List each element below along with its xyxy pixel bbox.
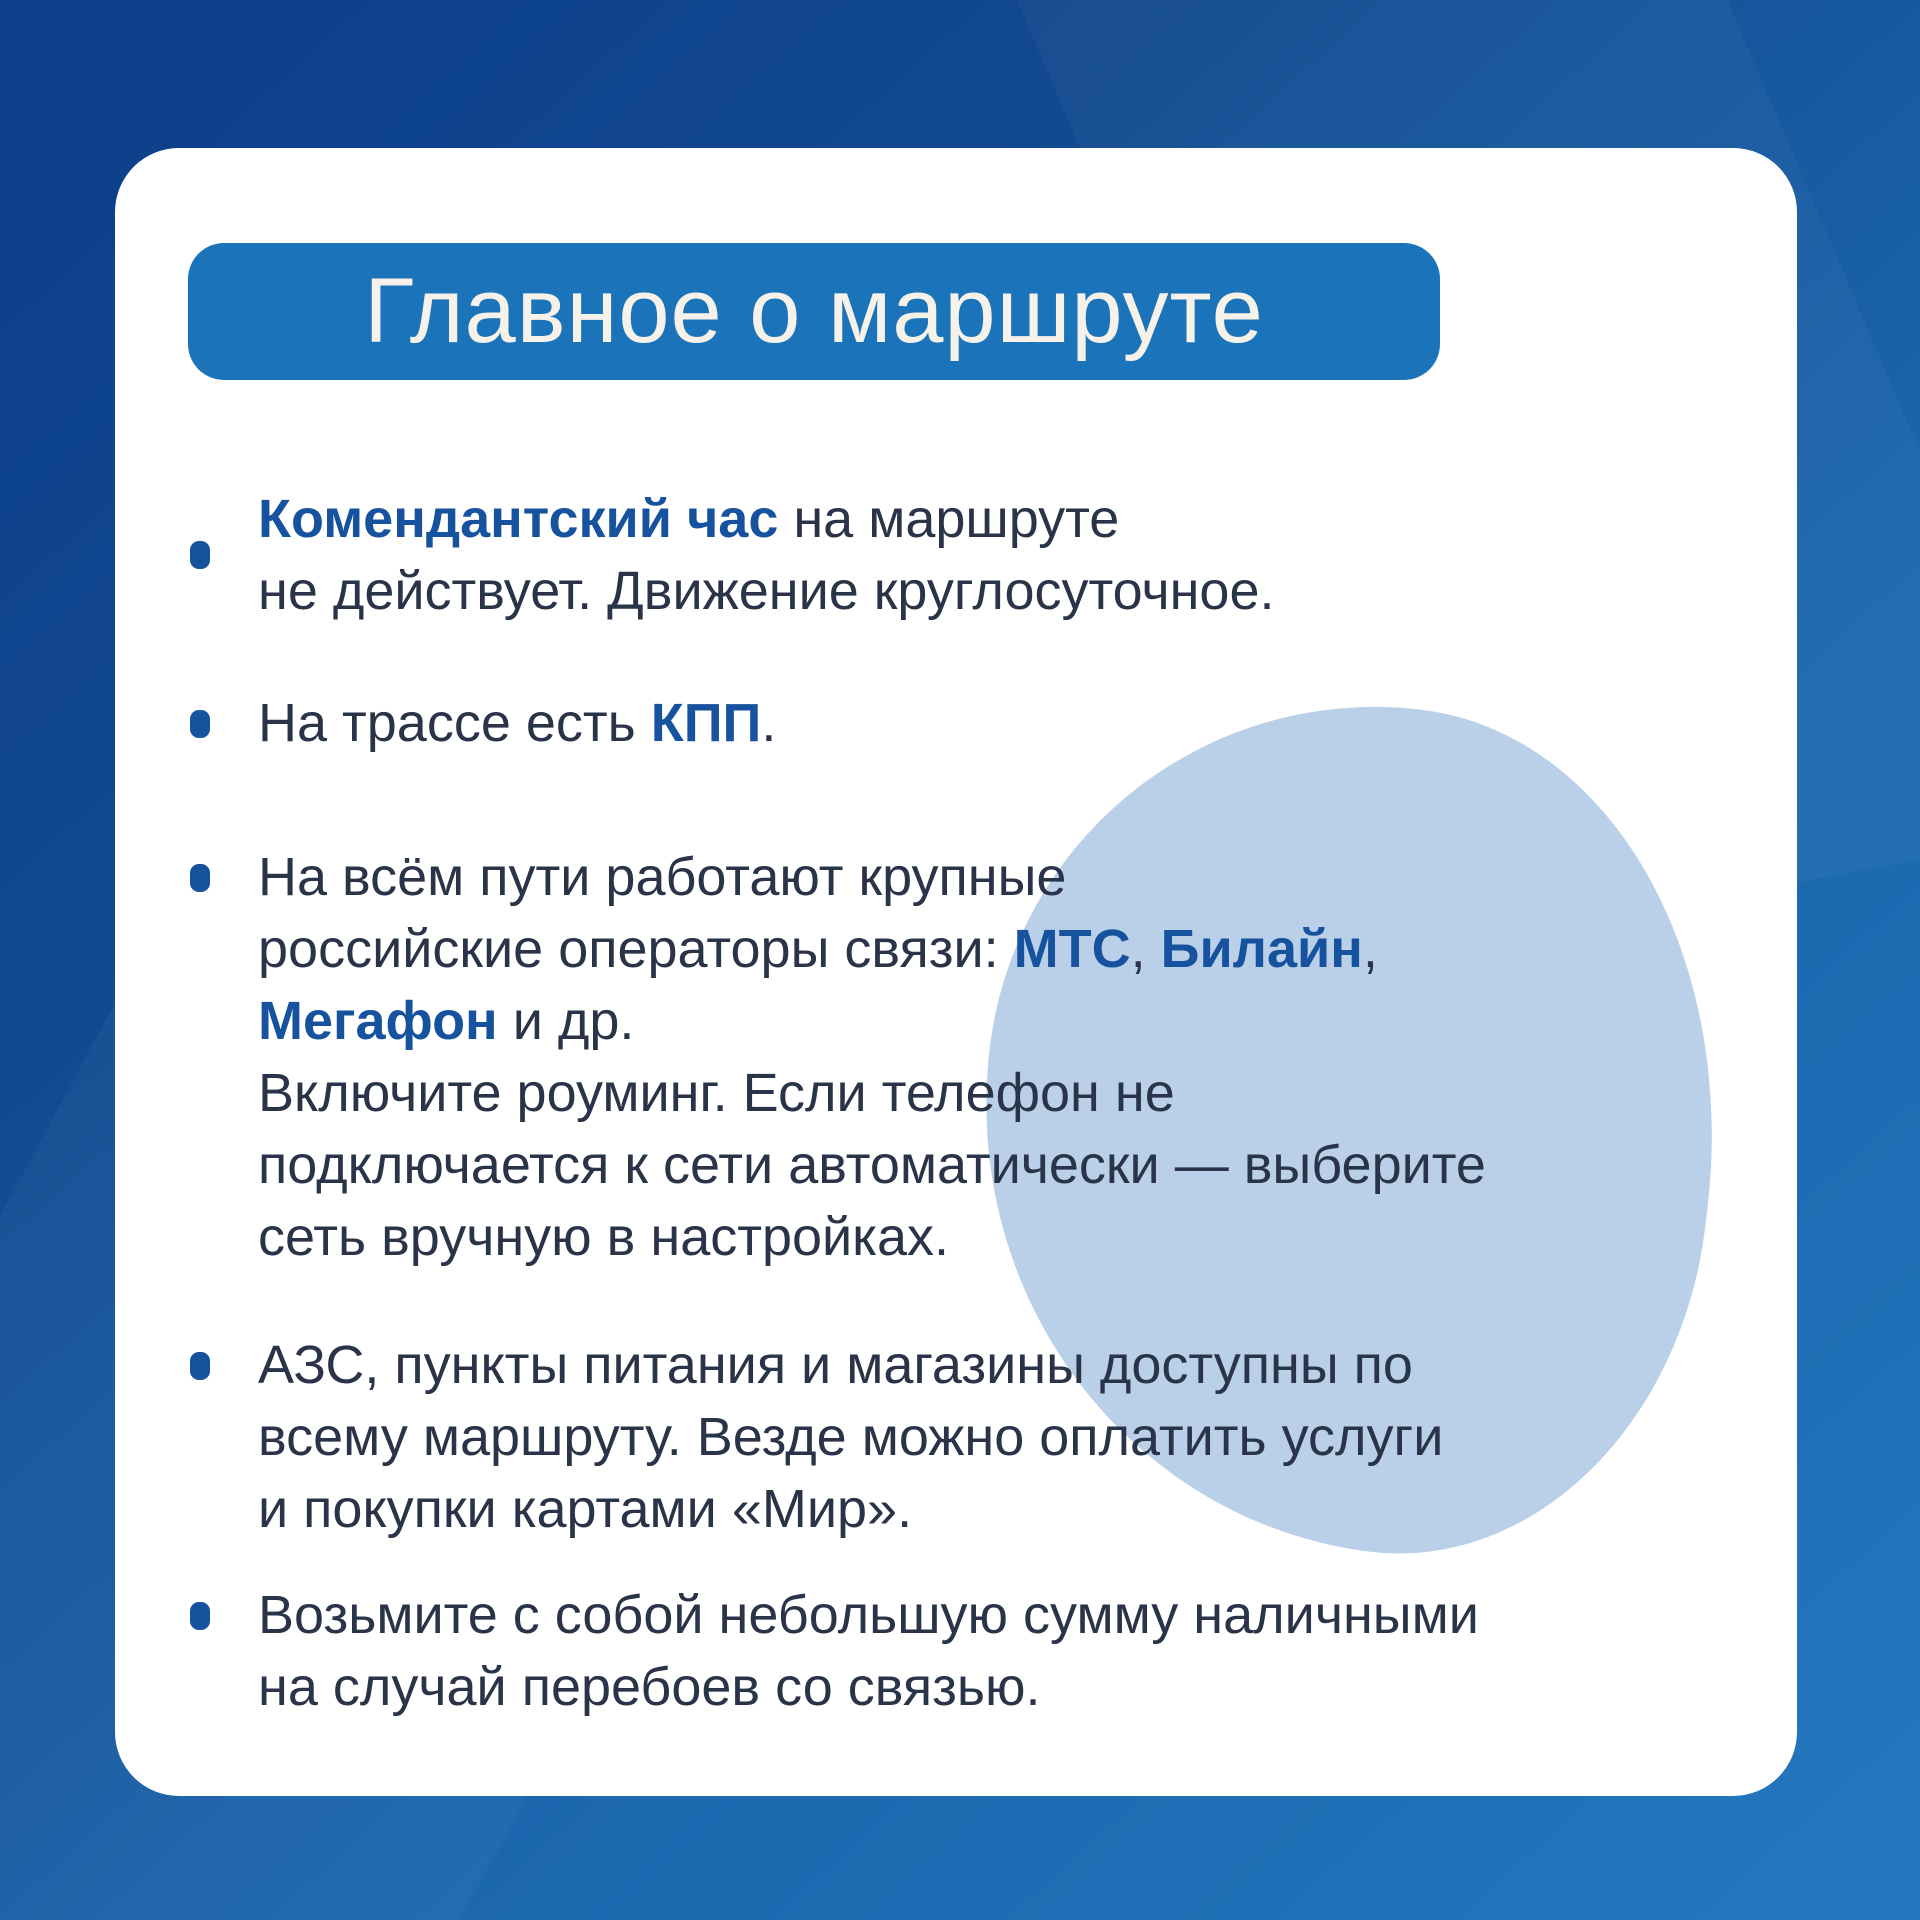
text-run: Включите роуминг. Если телефон не xyxy=(258,1063,1175,1123)
text-run: На всём пути работают крупные xyxy=(258,847,1067,907)
text-run: не действует. Движение круглосуточное. xyxy=(258,561,1275,621)
route-info-list xyxy=(188,483,1618,1723)
list-item-text xyxy=(258,1579,1618,1723)
text-run: на маршруте xyxy=(778,489,1120,549)
list-item xyxy=(188,841,1618,1273)
list-item-text xyxy=(258,483,1618,627)
text-run: и др. xyxy=(497,991,635,1051)
page-title: Главное о маршруте xyxy=(364,260,1264,362)
text-run: и покупки картами «Мир». xyxy=(258,1479,913,1539)
text-run: На трассе есть xyxy=(258,693,651,753)
list-item-text xyxy=(258,687,1618,759)
list-item xyxy=(188,1579,1618,1723)
bullet-icon xyxy=(190,541,210,569)
content-card xyxy=(115,148,1797,1796)
title-banner xyxy=(188,243,1440,380)
text-run: российские операторы связи: xyxy=(258,919,1014,979)
list-item xyxy=(188,483,1618,627)
list-item-text xyxy=(258,841,1618,1273)
list-item-text xyxy=(258,1329,1618,1545)
text-run: КПП xyxy=(650,693,762,753)
text-run: подключается к сети автоматически — выберите xyxy=(258,1135,1486,1195)
bullet-icon xyxy=(190,710,210,738)
text-run: . xyxy=(761,693,777,753)
text-run: Билайн xyxy=(1160,919,1363,979)
text-run: МТС xyxy=(1013,919,1131,979)
text-run: на случай перебоев со связью. xyxy=(258,1657,1041,1717)
text-run: Комендантский час xyxy=(258,489,779,549)
text-run: сеть вручную в настройках. xyxy=(258,1207,950,1267)
text-run: всему маршруту. Везде можно оплатить услуги xyxy=(258,1407,1444,1467)
text-run: , xyxy=(1362,919,1378,979)
bullet-icon xyxy=(190,864,210,892)
bullet-icon xyxy=(190,1352,210,1380)
list-item xyxy=(188,687,1618,759)
text-run: Возьмите с собой небольшую сумму наличными xyxy=(258,1585,1479,1645)
text-run: Мегафон xyxy=(258,991,498,1051)
text-run: АЗС, пункты питания и магазины доступны по xyxy=(258,1335,1413,1395)
list-item xyxy=(188,1329,1618,1545)
text-run: , xyxy=(1130,919,1161,979)
bullet-icon xyxy=(190,1602,210,1630)
